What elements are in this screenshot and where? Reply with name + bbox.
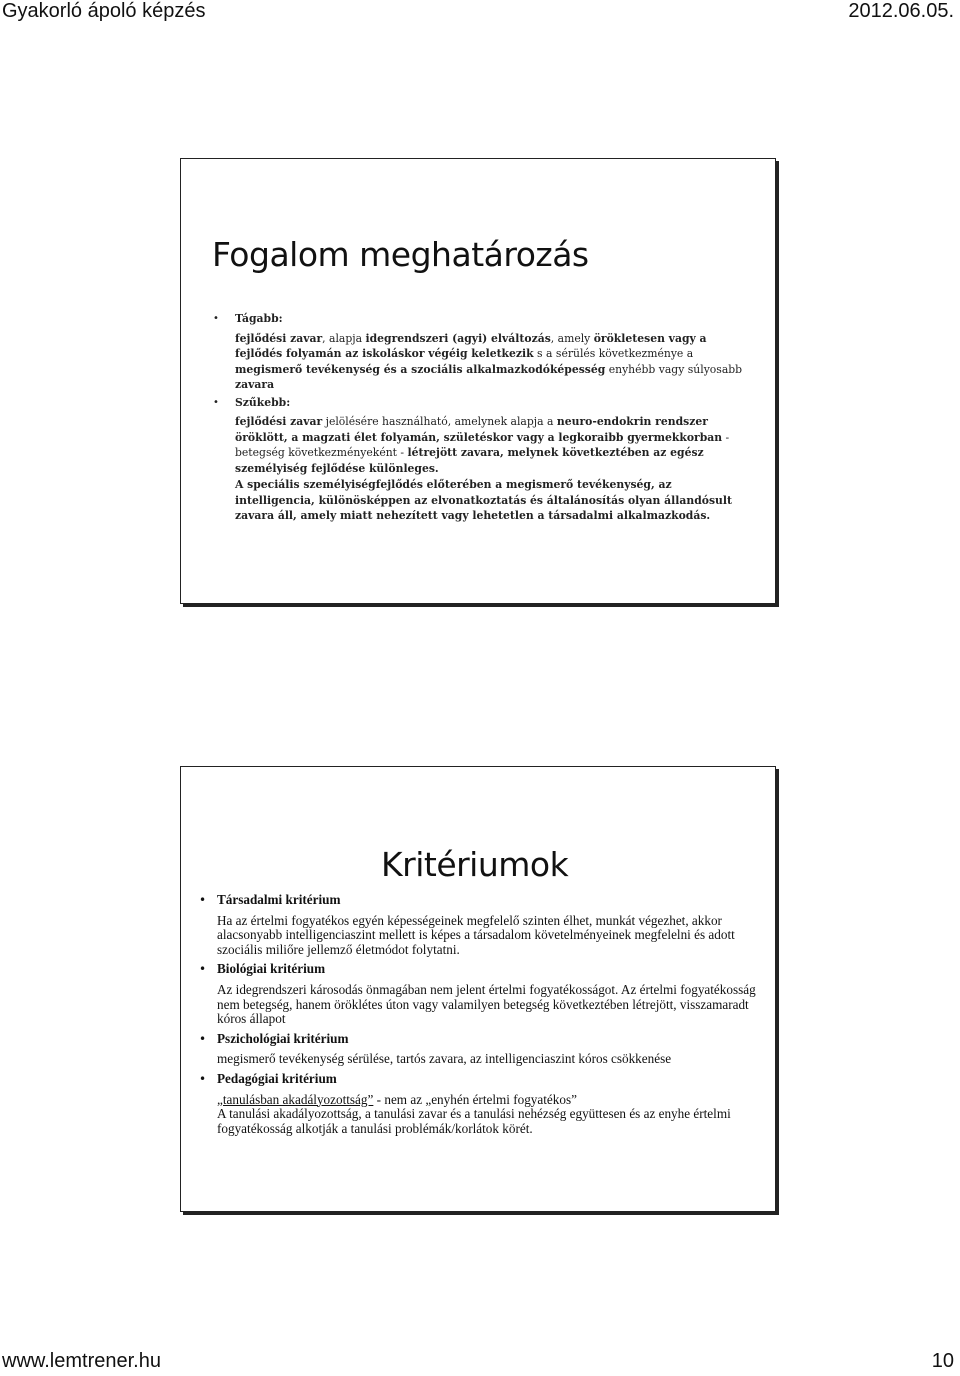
list-item-biologiai — [199, 962, 759, 1026]
footer-url: www.lemtrener.hu — [2, 1350, 161, 1372]
item-text-2: A tanulási akadályozottság, a tanulási zavar és a tanulási nehézség együttesen és az enyhe értelmi fogyatékosság alkotják a tanulási problémák/korlátok körét. — [217, 1106, 731, 1136]
text-bold: zavara — [235, 378, 275, 391]
list-item-szukebb — [213, 395, 747, 524]
text-run: - betegség következményeként - — [235, 430, 730, 459]
text-bold: létrejött zavara, melynek következtében az egész személyiség fejlődése különleges. — [235, 446, 704, 475]
list-item-pszichologiai — [199, 1032, 759, 1067]
list-item-tarsadalmi — [199, 893, 759, 957]
slide-title: Fogalom meghatározás — [212, 235, 589, 274]
text-run: , amely — [550, 331, 594, 345]
item-text: Az idegrendszeri károsodás önmagában nem jelent értelmi fogyatékosságot. Az értelmi fogyatékosság nem betegség, hanem öröklétes úton vagy valamilyen betegség következtében létrejött, visszamaradt kóros állapot — [217, 981, 756, 1027]
text-bold: idegrendszeri (agyi) elváltozás — [365, 331, 551, 345]
page-header — [0, 0, 960, 26]
item-text — [235, 331, 747, 393]
item-text: Ha az értelmi fogyatékos egyén képességeinek megfelelő szinten élhet, munkát végezhet, akkor alacsonyabb intelligenciaszint mellett is képes a társadalom követelményeinek megfelelni és adott szociális miliőre jellemző életmódot folytatni. — [217, 912, 735, 957]
page-footer — [0, 1350, 960, 1376]
item-heading: Pszichológiai kritérium — [217, 1030, 349, 1046]
item-heading: Tágabb: — [235, 312, 283, 325]
item-heading: Biológiai kritérium — [217, 961, 326, 977]
text-run: s a sérülés következménye a — [533, 347, 694, 360]
text-bold: neuro-endokrin rendszer öröklött, a magzati élet folyamán, születéskor vagy a legkoraibb gyermekkorban — [235, 415, 723, 444]
text-run: , alapja — [322, 331, 366, 345]
bullet-icon: • — [199, 1071, 207, 1086]
item-text — [217, 1093, 759, 1108]
bullet-icon: • — [213, 396, 219, 408]
slide-fogalom — [180, 158, 776, 604]
slide-kriteriumok — [180, 766, 776, 1212]
header-date: 2012.06.05. — [848, 0, 954, 22]
bullet-icon: • — [199, 962, 207, 977]
text-run: enyhébb vagy súlyosabb — [605, 362, 743, 376]
text-underlined: „tanulásban akadályozottság” — [217, 1091, 374, 1107]
slide-body — [213, 311, 747, 524]
item-heading: Társadalmi kritérium — [217, 892, 341, 907]
bullet-icon: • — [199, 893, 207, 907]
text-run: - nem az „enyhén értelmi fogyatékos” — [373, 1091, 577, 1107]
text-bold: megismerő tevékenység és a szociális alkalmazkodóképesség — [235, 362, 606, 376]
item-heading: Szűkebb: — [235, 395, 291, 409]
slide-body — [199, 893, 759, 1136]
bullet-icon: • — [199, 1031, 207, 1046]
slide-title: Kritériumok — [381, 845, 569, 884]
item-text — [235, 414, 747, 476]
page-number: 10 — [931, 1350, 954, 1372]
item-text: megismerő tevékenység sérülése, tartós zavara, az intelligenciaszint kóros csökkenése — [217, 1051, 672, 1067]
bullet-icon: • — [213, 313, 219, 324]
text-bold: fejlődési zavar — [235, 415, 323, 428]
list-item-tagabb — [213, 311, 747, 393]
item-text-special: A speciális személyiségfejlődés előterében a megismerő tevékenység, az intelligencia, különösképpen az elvonatkoztatás és általánosítás olyan állandósult zavara áll, amely miatt nehezített vagy lehetetlen a társadalmi alkalmazkodás. — [235, 478, 732, 522]
text-run: jelölésére használható, amelynek alapja a — [322, 415, 557, 428]
text-bold: fejlődési zavar — [235, 331, 323, 345]
item-heading: Pedagógiai kritérium — [217, 1070, 337, 1086]
header-title: Gyakorló ápoló képzés — [2, 0, 206, 22]
list-item-pedagogiai — [199, 1072, 759, 1136]
text-bold: örökletesen vagy a fejlődés folyamán az iskoláskor végéig keletkezik — [235, 331, 707, 360]
